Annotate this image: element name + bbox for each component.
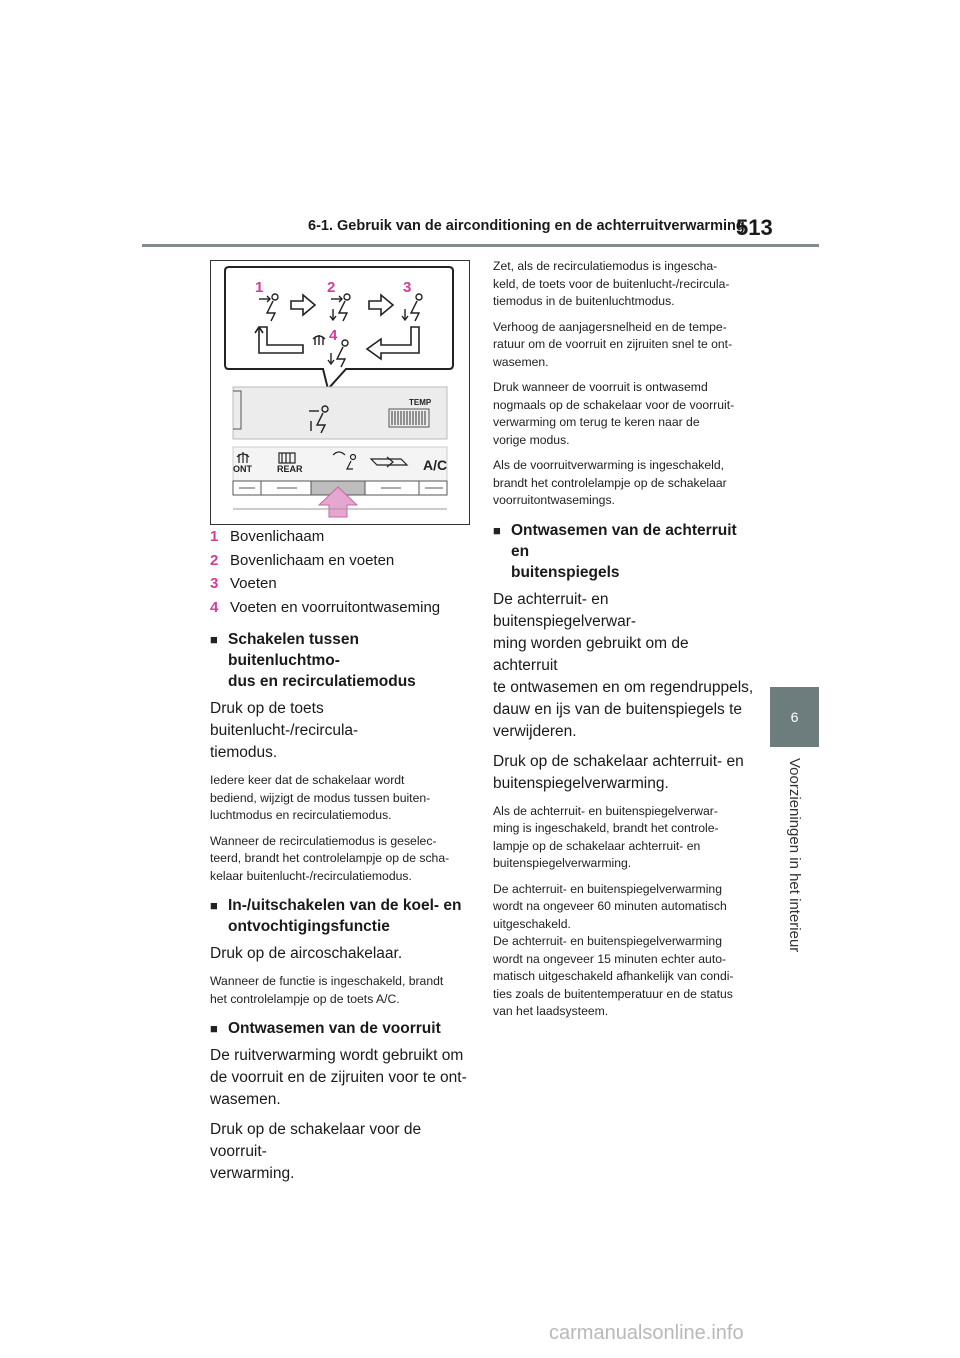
body-text: Druk op de schakelaar voor de voorruit- verwarming. — [210, 1121, 422, 1182]
legend-text: Bovenlichaam — [230, 528, 325, 545]
diagram-label-1: 1 — [255, 279, 264, 296]
page-number: 513 — [736, 215, 773, 240]
note-text: Iedere keer dat de schakelaar wordt bediend, wijzigt de modus tussen buiten- luchtmodus en recirculatiemodus. — [210, 773, 431, 822]
section-heading — [210, 1018, 472, 1039]
heading-text: Ontwasemen van de voorruit — [228, 1020, 441, 1037]
diagram-label-4: 4 — [329, 327, 338, 344]
body-text: Druk op de aircoschakelaar. — [210, 945, 403, 962]
note-text: Druk wanneer de voorruit is ontwasemd nogmaals op de schakelaar voor de voorruit- verwarming om terug te keren naar de vorige modus. — [493, 380, 735, 447]
note-text: Verhoog de aanjagersnelheid en de tempe- ratuur om de voorruit en zijruiten snel te ont- wasemen. — [493, 319, 733, 369]
bullet-square-icon: ■ — [210, 1021, 218, 1036]
body-text: De ruitverwarming wordt gebruikt om de voorruit en de zijruiten voor te ont- wasemen. — [210, 1047, 467, 1108]
bullet-square-icon: ■ — [493, 522, 501, 538]
bullet-square-icon: ■ — [210, 632, 218, 647]
chapter-tab: 6 — [770, 687, 819, 747]
legend-number: 1 — [210, 528, 219, 545]
note-text: Wanneer de functie is ingeschakeld, brandt het controlelampje op de toets A/C. — [210, 974, 444, 1006]
legend-item — [210, 549, 472, 573]
legend-number: 3 — [210, 575, 219, 592]
legend-item — [210, 572, 472, 596]
note-text: Als de achterruit- en buitenspiegelverwar- ming is ingeschakeld, brandt het controle- lampje op de schakelaar achterruit- en buitenspiegelverwarming. — [493, 803, 719, 870]
legend-number: 2 — [210, 551, 219, 569]
section-heading — [210, 895, 472, 937]
note-text: Zet, als de recirculatiemodus is ingescha- keld, de toets voor de buitenlucht-/recircula- tiemodus in de buitenluchtmodus. — [493, 259, 730, 308]
left-column — [210, 525, 472, 1193]
heading-text: Schakelen tussen buitenluchtmo- dus en recirculatiemodus — [228, 631, 416, 690]
body-text: Druk op de schakelaar achterruit- en buitenspiegelverwarming. — [493, 752, 744, 792]
chapter-title: Voorzieningen in het interieur — [786, 758, 803, 953]
diagram-label-2: 2 — [327, 279, 336, 296]
climate-control-diagram — [210, 260, 470, 525]
ac-label: A/C — [423, 457, 448, 473]
right-column — [493, 258, 755, 1029]
rear-defrost-label: REAR — [277, 464, 303, 474]
body-text: Druk op de toets buitenlucht-/recircula- tiemodus. — [210, 700, 359, 761]
body-text: De achterruit- en buitenspiegelverwar- ming worden gebruikt om de achterruit te ontwasemen en om regendruppels, dauw en ijs van de buitenspiegels te verwijderen. — [493, 590, 754, 740]
temp-label: TEMP — [409, 398, 432, 407]
legend-text: Voeten en voorruitontwaseming — [230, 598, 441, 616]
panel-display — [233, 387, 447, 439]
legend-text: Voeten — [230, 575, 277, 592]
heading-text: Ontwasemen van de achterruit en buitenspiegels — [511, 521, 737, 581]
section-heading — [210, 629, 472, 692]
note-text: Wanneer de recirculatiemodus is geselec- teerd, brandt het controlelampje op de scha- kelaar buitenlucht-/recirculatiemodus. — [210, 833, 450, 883]
diagram-label-3: 3 — [403, 279, 412, 296]
note-text: Als de voorruitverwarming is ingeschakeld, brandt het controlelampje op de schakelaar voorruitontwasemings. — [493, 458, 727, 507]
diagram-illustration — [211, 261, 469, 524]
section-title: 6-1. Gebruik van de airconditioning en de achterruitverwarming — [308, 218, 745, 234]
legend-item — [210, 525, 472, 549]
bullet-square-icon: ■ — [210, 898, 218, 913]
legend-text: Bovenlichaam en voeten — [230, 551, 395, 569]
watermark: carmanualsonline.info — [549, 1322, 744, 1344]
note-text: De achterruit- en buitenspiegelverwarming wordt na ongeveer 60 minuten automatisch uitgeschakeld. De achterruit- en buitenspiegelverwarming wordt na ongeveer 15 minuten echter auto- matisch uitgeschakeld afhankelijk van condi- ties zoals de buitentemperatuur en de status van het laadsysteem. — [493, 881, 734, 1018]
front-defrost-label: ONT — [233, 464, 252, 474]
header-divider — [142, 244, 819, 247]
legend-item — [210, 596, 472, 620]
legend-number: 4 — [210, 598, 219, 616]
section-heading — [493, 520, 755, 583]
heading-text: In-/uitschakelen van de koel- en ontvochtigingsfunctie — [228, 897, 462, 935]
